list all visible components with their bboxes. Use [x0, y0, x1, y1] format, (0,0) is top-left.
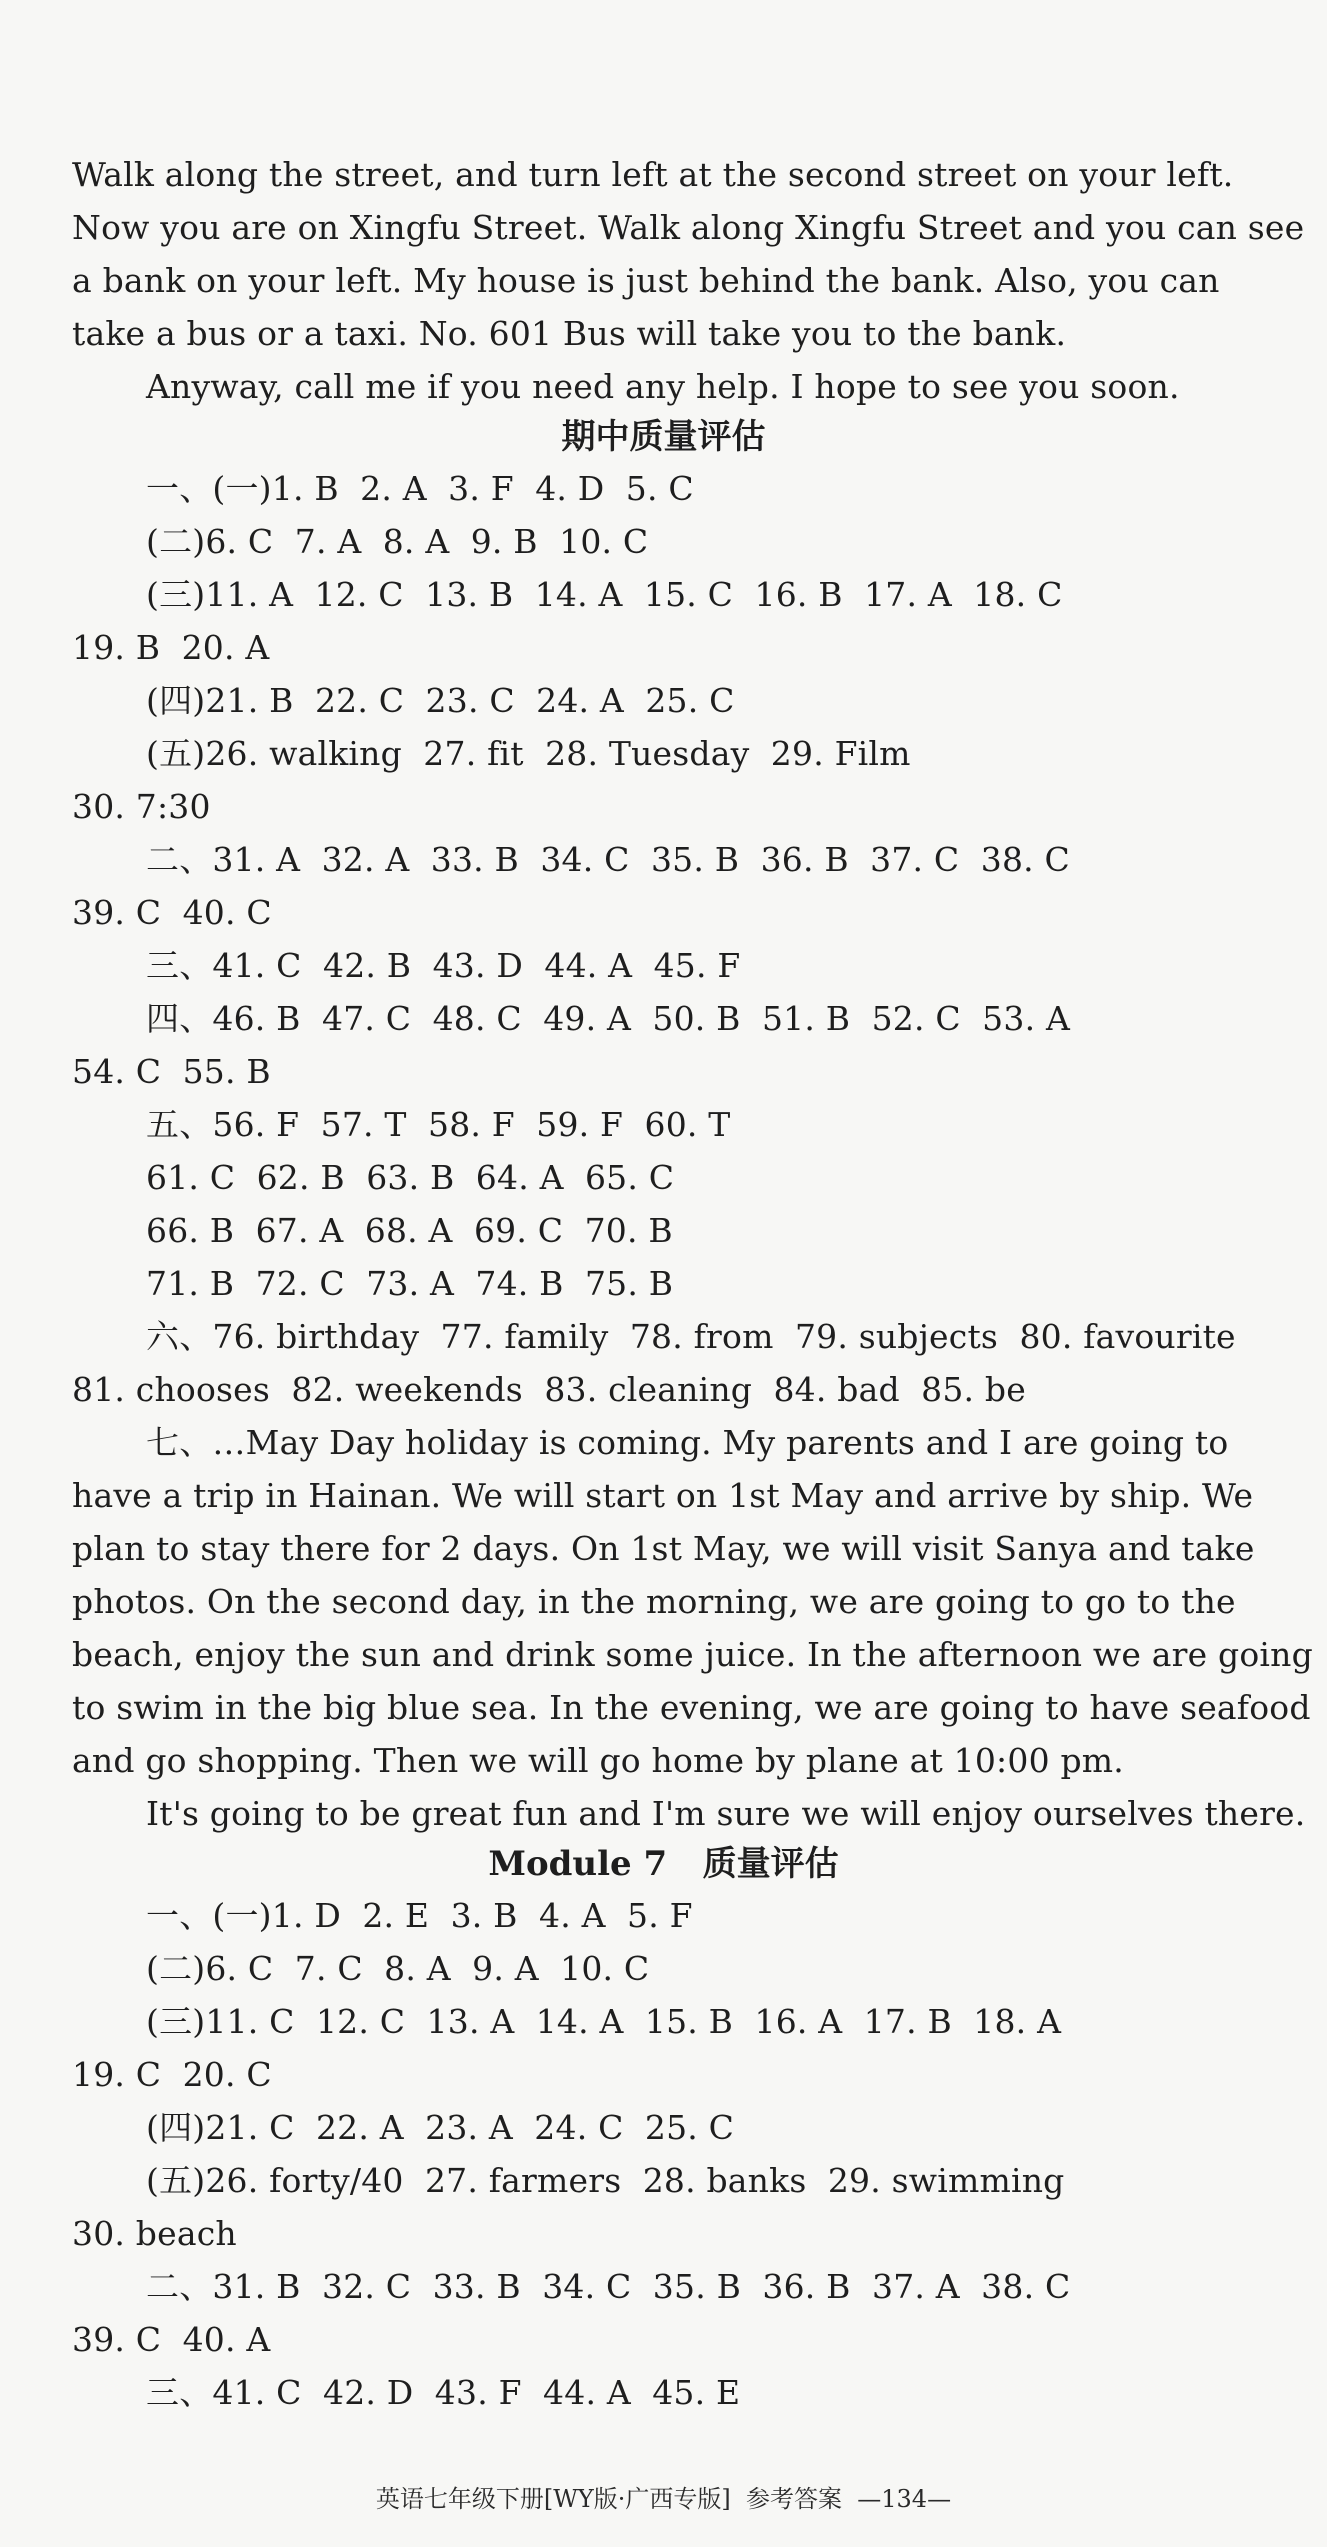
answer-line: (三)11. C 12. C 13. A 14. A 15. B 16. A 17. B 18. A: [146, 2002, 1062, 2041]
essay-line: photos. On the second day, in the morning, we are going to go to the: [72, 1582, 1236, 1621]
intro-line: Anyway, call me if you need any help. I hope to see you soon.: [146, 367, 1180, 406]
answer-line: 30. 7:30: [72, 787, 211, 826]
answer-line: 二、31. B 32. C 33. B 34. C 35. B 36. B 37. A 38. C: [146, 2267, 1071, 2306]
answer-line: 39. C 40. A: [72, 2320, 271, 2359]
intro-line: a bank on your left. My house is just behind the bank. Also, you can: [72, 261, 1220, 300]
intro-line: Now you are on Xingfu Street. Walk along Xingfu Street and you can see: [72, 208, 1305, 247]
answer-line: (二)6. C 7. C 8. A 9. A 10. C: [146, 1949, 650, 1988]
answer-line: 一、(一)1. B 2. A 3. F 4. D 5. C: [146, 469, 694, 508]
answer-line: 66. B 67. A 68. A 69. C 70. B: [146, 1211, 673, 1250]
answer-line: (五)26. forty/40 27. farmers 28. banks 29. swimming: [146, 2161, 1065, 2200]
answer-line: (二)6. C 7. A 8. A 9. B 10. C: [146, 522, 649, 561]
essay-line: have a trip in Hainan. We will start on 1st May and arrive by ship. We: [72, 1476, 1254, 1515]
intro-line: take a bus or a taxi. No. 601 Bus will take you to the bank.: [72, 314, 1067, 353]
answer-line: 81. chooses 82. weekends 83. cleaning 84. bad 85. be: [72, 1370, 1026, 1409]
answer-line: (四)21. B 22. C 23. C 24. A 25. C: [146, 681, 735, 720]
answer-line: 19. B 20. A: [72, 628, 270, 667]
essay-line: and go shopping. Then we will go home by plane at 10:00 pm.: [72, 1741, 1124, 1780]
section-title-midterm: 期中质量评估: [561, 417, 766, 457]
intro-line: Walk along the street, and turn left at the second street on your left.: [72, 155, 1234, 194]
answer-line: 六、76. birthday 77. family 78. from 79. subjects 80. favourite: [146, 1317, 1236, 1356]
answer-line: 二、31. A 32. A 33. B 34. C 35. B 36. B 37. C 38. C: [146, 840, 1070, 879]
answer-line: 71. B 72. C 73. A 74. B 75. B: [146, 1264, 674, 1303]
answer-line: 五、56. F 57. T 58. F 59. F 60. T: [146, 1105, 731, 1144]
essay-line: to swim in the big blue sea. In the evening, we are going to have seafood: [72, 1688, 1311, 1727]
answer-line: 54. C 55. B: [72, 1052, 271, 1091]
answer-line: 19. C 20. C: [72, 2055, 272, 2094]
essay-line: beach, enjoy the sun and drink some juice. In the afternoon we are going: [72, 1635, 1313, 1674]
answer-line: (三)11. A 12. C 13. B 14. A 15. C 16. B 17. A 18. C: [146, 575, 1063, 614]
answer-line: 39. C 40. C: [72, 893, 272, 932]
answer-line: (四)21. C 22. A 23. A 24. C 25. C: [146, 2108, 735, 2147]
section-title-module-7: Module 7 质量评估: [488, 1844, 839, 1884]
answer-line: 四、46. B 47. C 48. C 49. A 50. B 51. B 52. C 53. A: [146, 999, 1070, 1038]
essay-line: 七、…May Day holiday is coming. My parents and I are going to: [146, 1423, 1229, 1462]
answer-line: 一、(一)1. D 2. E 3. B 4. A 5. F: [146, 1896, 693, 1935]
essay-line: It's going to be great fun and I'm sure we will enjoy ourselves there.: [146, 1794, 1306, 1833]
answer-line: 三、41. C 42. D 43. F 44. A 45. E: [146, 2373, 741, 2412]
answer-line: (五)26. walking 27. fit 28. Tuesday 29. Film: [146, 734, 911, 773]
essay-line: plan to stay there for 2 days. On 1st May, we will visit Sanya and take: [72, 1529, 1255, 1568]
answer-line: 三、41. C 42. B 43. D 44. A 45. F: [146, 946, 741, 985]
page-footer: 英语七年级下册[WY版·广西专版] 参考答案 —134—: [375, 2485, 952, 2513]
answer-line: 30. beach: [72, 2214, 237, 2253]
answer-line: 61. C 62. B 63. B 64. A 65. C: [146, 1158, 675, 1197]
